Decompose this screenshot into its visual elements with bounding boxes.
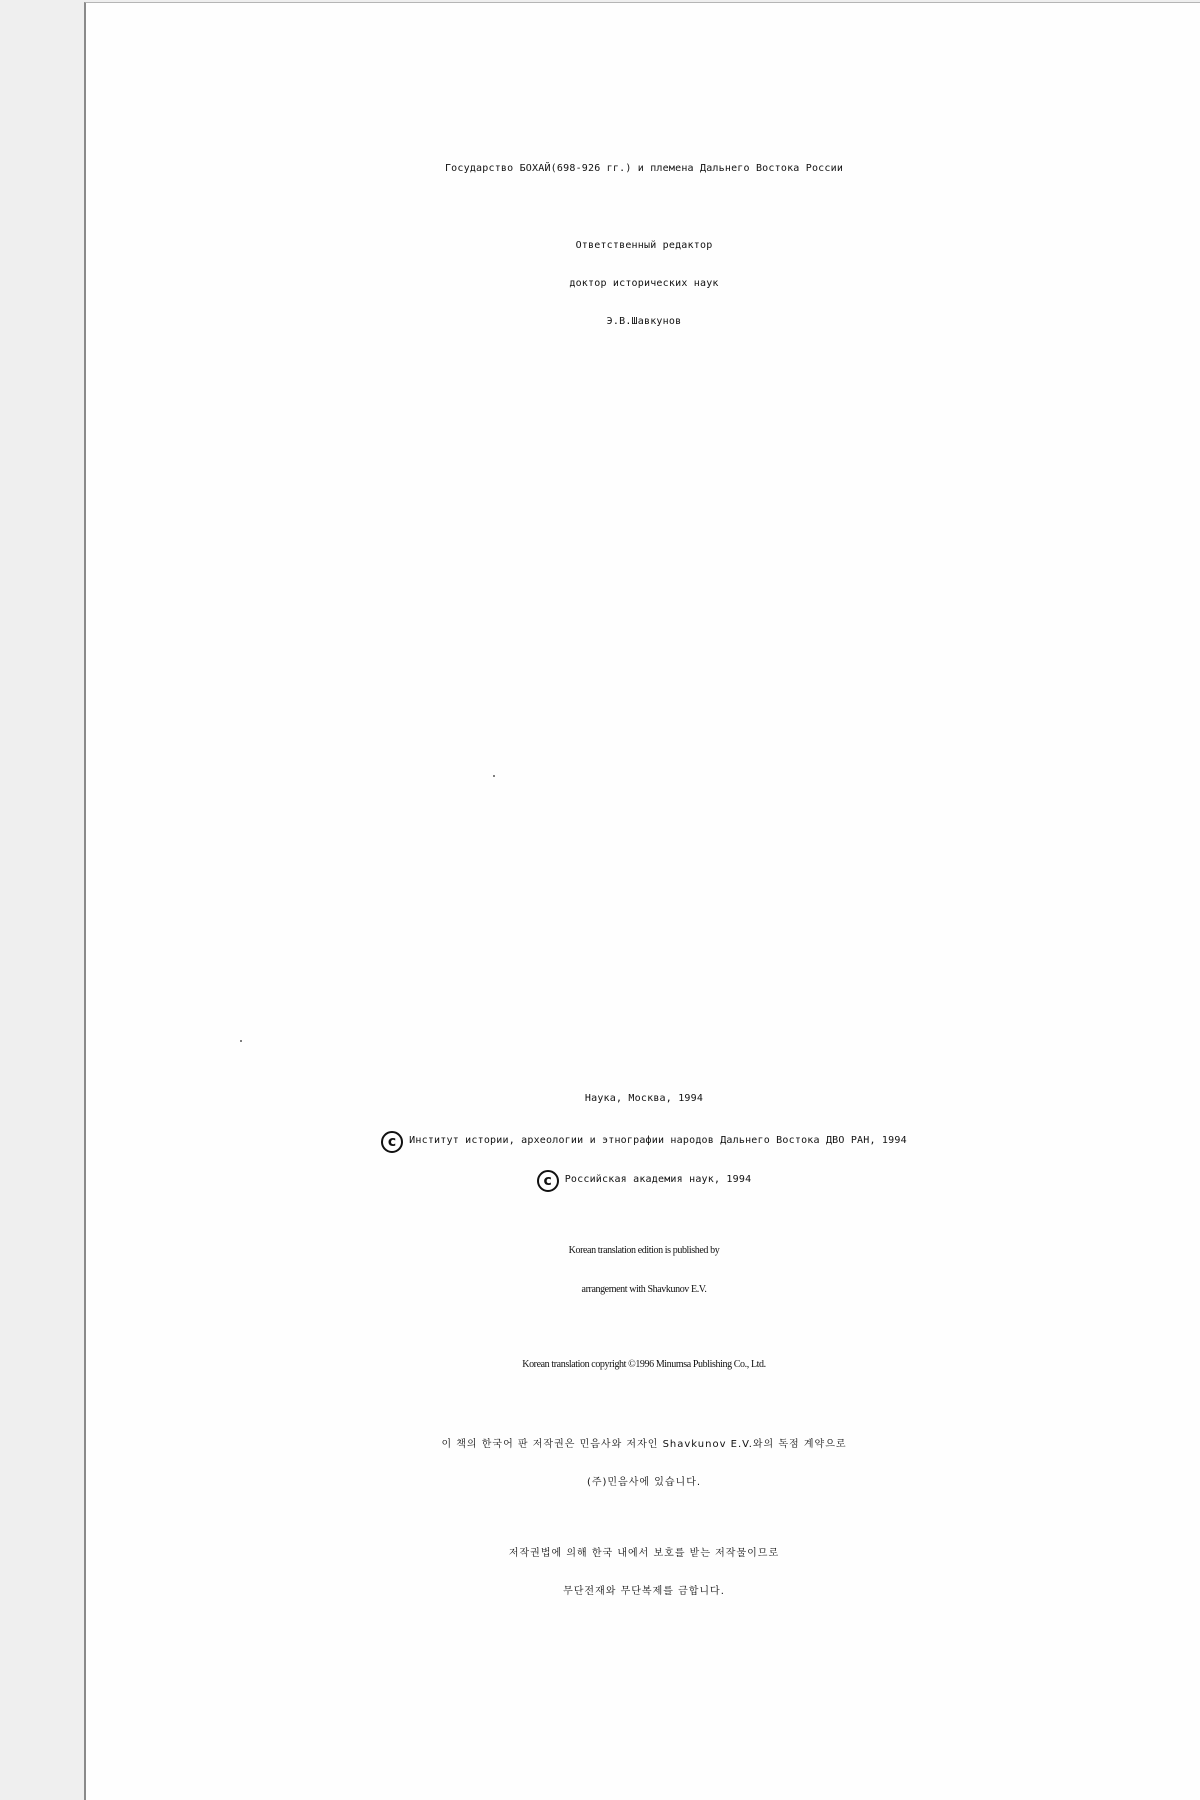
copyright-symbol-icon: c <box>381 1131 403 1153</box>
english-edition-line-2: arrangement with Shavkunov E.V. <box>581 1284 707 1295</box>
editor-role: Ответственный редактор <box>575 240 713 251</box>
korean-law-line-1: 저작권법에 의해 한국 내에서 보호를 받는 저작물이므로 <box>508 1548 780 1559</box>
english-copyright-line: Korean translation copyright ©1996 Minumsa Publishing Co., Ltd. <box>522 1359 766 1370</box>
korean-rights-line-2: (주)민음사에 있습니다. <box>586 1477 702 1488</box>
copyright-institute <box>86 1131 1200 1153</box>
book-title: Государство БОХАЙ(698-926 гг.) и племена Дальнего Востока России <box>444 163 844 174</box>
editor-degree: доктор исторических наук <box>569 278 719 289</box>
editor-name: Э.В.Шавкунов <box>606 316 682 327</box>
korean-law-line-2: 무단전재와 무단복제를 금합니다. <box>563 1586 725 1597</box>
scan-speck <box>240 1040 242 1042</box>
korean-rights-line-1: 이 책의 한국어 판 저작권은 민음사와 저자인 Shavkunov E.V.와의 독점 계약으로 <box>441 1439 847 1450</box>
scan-speck <box>493 775 495 777</box>
copyright-academy-text: Российская академия наук, 1994 <box>564 1174 752 1185</box>
english-edition-line-1: Korean translation edition is published by <box>568 1245 720 1256</box>
publisher-line: Наука, Москва, 1994 <box>584 1093 704 1104</box>
copyright-institute-text: Институт истории, археологии и этнографии народов Дальнего Востока ДВО РАН, 1994 <box>409 1135 907 1146</box>
copyright-academy <box>86 1170 1200 1192</box>
document-page <box>84 2 1200 1800</box>
copyright-symbol-icon: c <box>537 1170 559 1192</box>
